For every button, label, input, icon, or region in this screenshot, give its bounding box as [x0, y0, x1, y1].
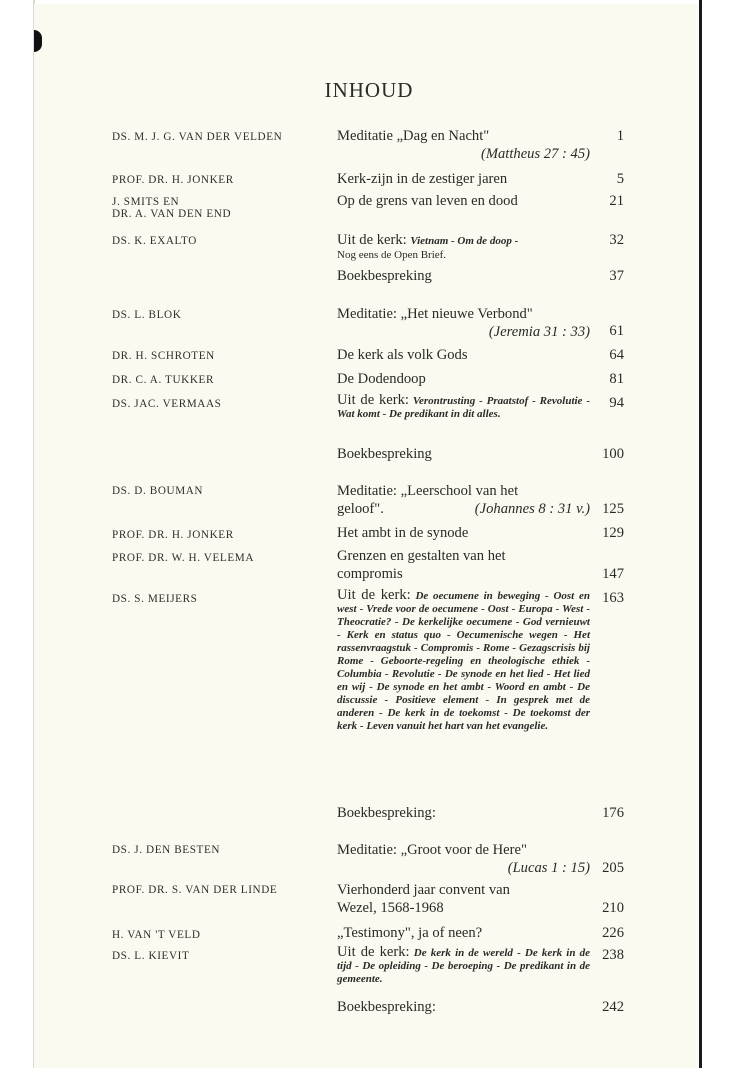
entry-author: DS. M. J. G. VAN DER VELDEN	[112, 131, 283, 143]
entry-author: DS. D. BOUMAN	[112, 485, 204, 497]
entry-scripture-ref: (Lucas 1 : 15)	[507, 860, 590, 876]
entry-article	[337, 524, 590, 542]
entry-title: Boekbespreking:	[337, 999, 436, 1015]
entry-lead: Uit de kerk:	[337, 232, 407, 248]
entry-page-number: 242	[602, 999, 624, 1015]
entry-author: PROF. DR. H. JONKER	[112, 529, 234, 541]
entry-author-line: DR. A. VAN DEN END	[112, 208, 232, 220]
entry-page-number: 125	[602, 501, 624, 517]
entry-article	[337, 998, 590, 1016]
entry-article	[337, 346, 590, 364]
entry-title: Vierhonderd jaar convent van	[337, 882, 510, 898]
entry-article	[337, 127, 590, 163]
entry-author: DS. L. BLOK	[112, 309, 182, 321]
entry-title: Meditatie „Dag en Nacht"	[337, 128, 490, 144]
entry-article	[337, 445, 590, 463]
entry-article	[337, 370, 590, 388]
entry-title: De Dodendoop	[337, 371, 426, 387]
entry-title: Boekbespreking	[337, 268, 432, 284]
entry-title: Kerk-zijn in de zestiger jaren	[337, 171, 508, 187]
entry-page-number: 5	[616, 171, 624, 187]
entry-page-number: 21	[609, 193, 624, 209]
entry-author: DS. JAC. VERMAAS	[112, 398, 222, 410]
entry-page-number: 129	[602, 525, 624, 541]
entry-scripture-ref: (Johannes 8 : 31 v.)	[474, 501, 590, 517]
entry-title-line2	[337, 500, 590, 518]
entry-author: DS. S. MEIJERS	[112, 593, 198, 605]
entry-topics: De oecumene in beweging - Oost en west - Vrede voor de oecumene - Oost - Europa - West - Theocratie? - De kerkelijke oecumene - God vernieuwt - Kerk en status quo - Oecumenische wegen - Het rassenvraagstuk - Compromis - Rome - Gezagscrisis bij Rome - Geboorte-regeling en theologische ethiek - Columbia - Revolutie - De synode en het lied - Het lied en wij - De synode en het ambt - Woord en ambt - De discussie - Positieve element - In gesprek met de anderen - De kerk in de toekomst - De toekomst der kerk - Leven vanuit het hart van het evangelie.	[337, 590, 590, 732]
entry-article	[337, 482, 590, 518]
entry-author: DS. J. DEN BESTEN	[112, 844, 221, 856]
entry-title: Op de grens van leven en dood	[337, 193, 518, 209]
entry-article	[337, 841, 590, 877]
entry-title: Boekbespreking:	[337, 805, 436, 821]
entry-title: De kerk als volk Gods	[337, 347, 468, 363]
entry-article	[337, 804, 590, 822]
entry-author: PROF. DR. S. VAN DER LINDE	[112, 884, 278, 896]
entry-topics: Vietnam - Om de doop -	[410, 235, 519, 247]
entry-page-number: 1	[616, 128, 624, 144]
entry-author: H. VAN 'T VELD	[112, 929, 201, 941]
entry-lead: Uit de kerk:	[337, 587, 411, 603]
entry-author: DR. C. A. TUKKER	[112, 374, 215, 386]
entry-article	[337, 924, 590, 942]
entry-article	[337, 267, 590, 285]
entry-title: Het ambt in de synode	[337, 525, 469, 541]
entry-article	[337, 589, 590, 733]
entry-title-continued: Wezel, 1568-1968	[337, 900, 444, 916]
entry-lead: Uit de kerk:	[337, 944, 410, 960]
entry-topics-continued: Nog eens de Open Brief.	[337, 249, 447, 261]
entry-page-number: 100	[602, 446, 624, 462]
entry-page-number: 238	[602, 947, 624, 963]
entry-author: PROF. DR. H. JONKER	[112, 174, 234, 186]
entry-topics-block	[337, 946, 590, 986]
entry-author: DS. L. KIEVIT	[112, 950, 190, 962]
entry-page-number: 163	[602, 590, 624, 606]
entry-title: Meditatie: „Het nieuwe Verbond"	[337, 306, 533, 322]
entry-author: PROF. DR. W. H. VELEMA	[112, 552, 255, 564]
entry-title: „Testimony", ja of neen?	[337, 925, 483, 941]
entry-page-number: 32	[609, 232, 624, 248]
entry-title: Boekbespreking	[337, 446, 432, 462]
entry-page-number: 205	[602, 860, 624, 876]
entry-title-continued: compromis	[337, 566, 403, 582]
entry-title	[337, 231, 590, 249]
entry-topics-block	[337, 394, 590, 421]
entry-scripture-ref: (Mattheus 27 : 45)	[480, 146, 590, 162]
entry-scripture-ref: (Jeremia 31 : 33)	[488, 324, 590, 340]
entry-title-continued: geloof".	[337, 501, 384, 517]
entry-page-number: 176	[602, 805, 624, 821]
entry-topics-block	[337, 589, 590, 733]
entry-article	[337, 231, 590, 262]
entry-page-number: 94	[609, 395, 624, 411]
entry-title: Meditatie: „Leerschool van het	[337, 483, 519, 499]
entry-article	[337, 881, 590, 917]
entry-article	[337, 394, 590, 421]
entry-article	[337, 170, 590, 188]
entry-page-number: 61	[609, 323, 624, 339]
entry-page-number: 147	[602, 566, 624, 582]
entry-page-number: 64	[609, 347, 624, 363]
page-title: INHOUD	[324, 78, 414, 102]
entry-page-number: 210	[602, 900, 624, 916]
entry-author: DR. H. SCHROTEN	[112, 350, 215, 362]
entry-author	[112, 196, 332, 220]
entry-article	[337, 192, 590, 210]
entry-author: DS. K. EXALTO	[112, 235, 197, 247]
entry-article	[337, 305, 590, 341]
entry-author-line: J. SMITS EN	[112, 196, 180, 208]
entry-title: Meditatie: „Groot voor de Here"	[337, 842, 527, 858]
entry-page-number: 37	[609, 268, 624, 284]
entry-topics: De kerk in de wereld - De kerk in de tijd - De opleiding - De beroeping - De predikant in de gemeente.	[337, 947, 591, 985]
entry-page-number: 81	[609, 371, 624, 387]
entry-article	[337, 547, 590, 583]
entry-title: Grenzen en gestalten van het	[337, 548, 506, 564]
entry-topics: Verontrusting - Praatstof - Revolutie - Wat komt - De predikant in dit alles.	[337, 395, 590, 420]
entry-article	[337, 946, 590, 986]
entry-page-number: 226	[602, 925, 624, 941]
entry-lead: Uit de kerk:	[337, 392, 409, 408]
